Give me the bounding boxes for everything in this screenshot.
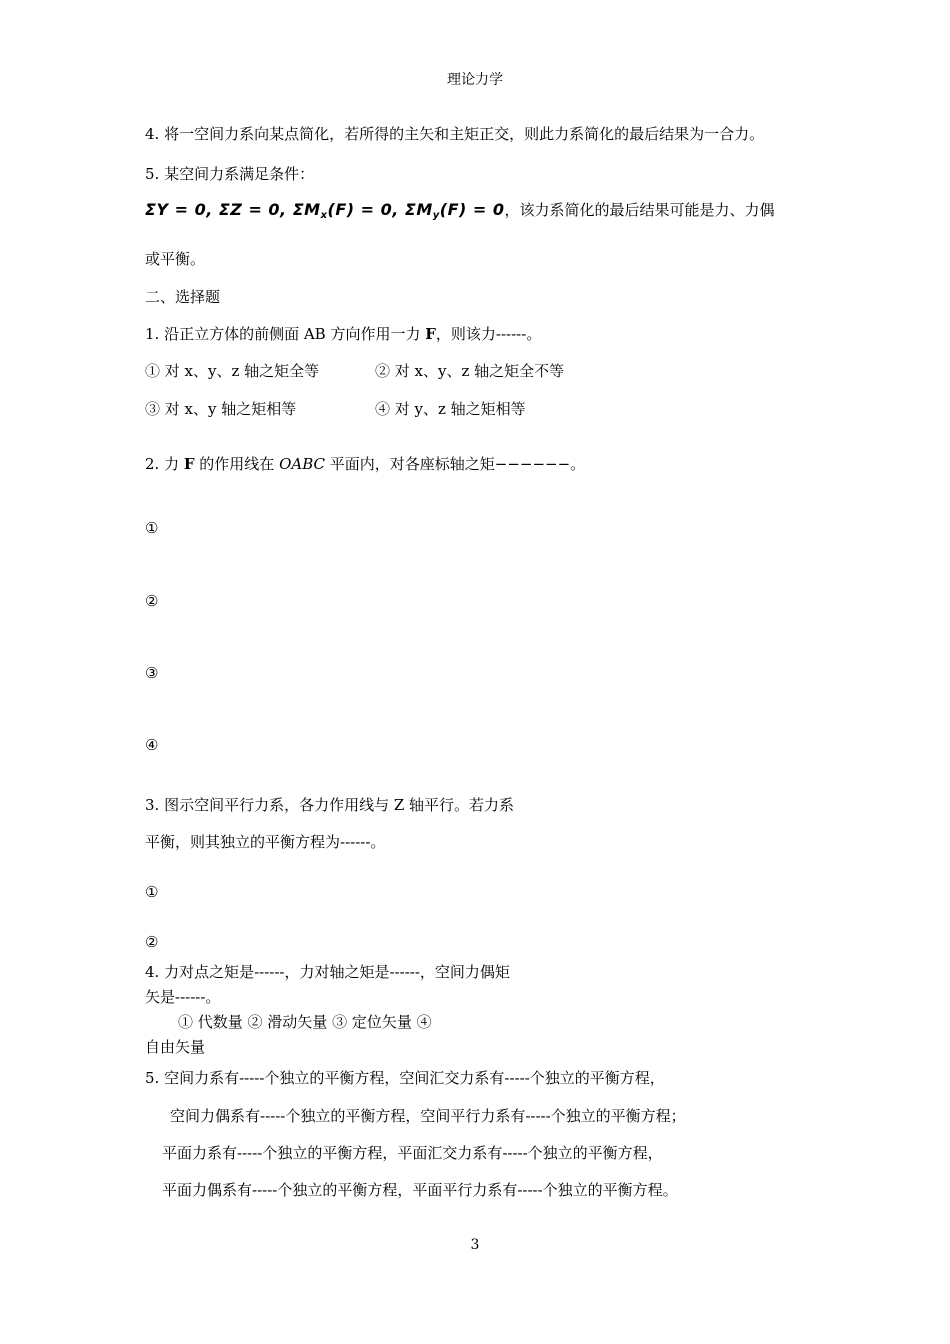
choice-q5-line1: 5. 空间力系有-----个独立的平衡方程，空间汇交力系有-----个独立的平衡方程， [145, 1069, 665, 1087]
choice-q2-option-1: ① [145, 519, 159, 537]
choice-q5-line4: 平面力偶系有-----个独立的平衡方程，平面平行力系有-----个独立的平衡方程。 [162, 1181, 678, 1199]
choice-q1-option-3: ③ 对 x、y 轴之矩相等 [145, 400, 297, 418]
choice-q3-line1: 3. 图示空间平行力系，各力作用线与 Z 轴平行。若力系 [145, 796, 515, 814]
choice-q4-line4: 自由矢量 [145, 1038, 206, 1056]
section-choice-title: 二、选择题 [145, 288, 221, 306]
judgement-q5-line [145, 200, 775, 223]
page-header-title: 理论力学 [447, 72, 503, 88]
choice-q4-options: ① 代数量 ② 滑动矢量 ③ 定位矢量 ④ [178, 1013, 432, 1031]
choice-q3-line2: 平衡，则其独立的平衡方程为------。 [145, 833, 386, 851]
choice-q4-line1: 4. 力对点之矩是------，力对轴之矩是------，空间力偶矩 [145, 963, 510, 981]
choice-q2-option-2: ② [145, 592, 159, 610]
choice-q2-option-4: ④ [145, 736, 159, 754]
judgement-q4: 4. 将一空间力系向某点简化，若所得的主矢和主矩正交，则此力系简化的最后结果为一合力。 [145, 125, 765, 143]
choice-q3-option-1: ① [145, 883, 159, 901]
judgement-q5-tail: ，该力系简化的最后结果可能是力、力偶 [504, 201, 775, 219]
judgement-q5-tail2: 或平衡。 [145, 250, 206, 268]
choice-q1-option-2: ② 对 x、y、z 轴之矩全不等 [375, 362, 565, 380]
choice-q3-option-2: ② [145, 933, 159, 951]
choice-q4-line2: 矢是------。 [145, 988, 221, 1006]
choice-q2-option-3: ③ [145, 664, 159, 682]
choice-q5-line3: 平面力系有-----个独立的平衡方程，平面汇交力系有-----个独立的平衡方程， [162, 1144, 663, 1162]
page-number: 3 [470, 1237, 480, 1253]
choice-q1-option-4: ④ 对 y、z 轴之矩相等 [375, 400, 526, 418]
judgement-q5-formula: ΣY = 0, ΣZ = 0, $\Sigma M_x(F) = 0$, $\Sigma M_y(F) = 0$ [145, 200, 505, 221]
choice-q2: 2. 力 F 的作用线在 OABC 平面内，对各座标轴之矩−−−−−−。 [145, 455, 586, 473]
choice-q1: 1. 沿正立方体的前侧面 AB 方向作用一力 F，则该力------。 [145, 325, 542, 343]
choice-q5-line2: 空间力偶系有-----个独立的平衡方程，空间平行力系有-----个独立的平衡方程； [170, 1107, 686, 1125]
choice-q1-option-1: ① 对 x、y、z 轴之矩全等 [145, 362, 320, 380]
judgement-q5: 5. 某空间力系满足条件： [145, 165, 315, 183]
